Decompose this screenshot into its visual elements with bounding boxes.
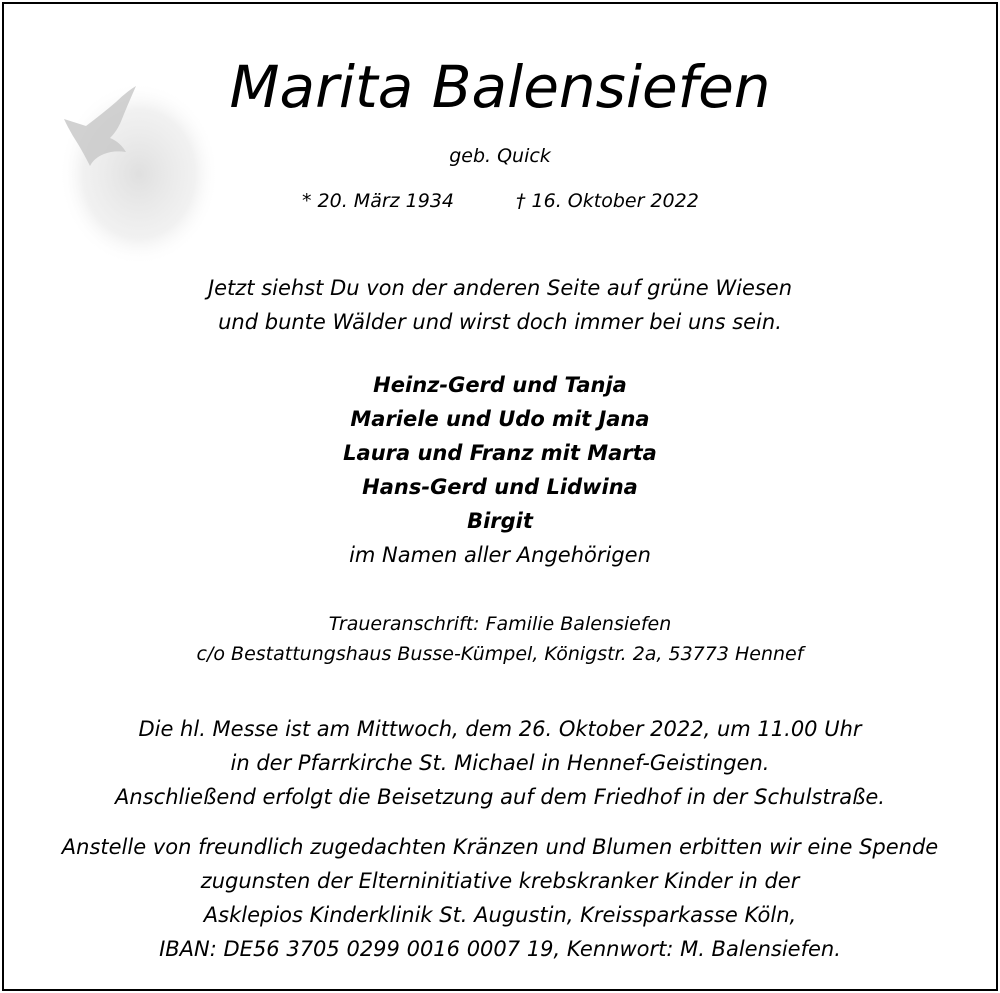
mass-line: Die hl. Messe ist am Mittwoch, dem 26. Oktober 2022, um 11.00 Uhr <box>138 717 862 741</box>
mourner-line: Heinz-Gerd und Tanja <box>373 373 627 397</box>
verse-line: Jetzt siehst Du von der anderen Seite auf grüne Wiesen <box>207 276 793 300</box>
mourner-line: Laura und Franz mit Marta <box>343 441 657 465</box>
mass-line: Anschließend erfolgt die Beisetzung auf dem Friedhof in der Schulstraße. <box>115 785 885 809</box>
death-date: † 16. Oktober 2022 <box>516 190 699 212</box>
deceased-name: Marita Balensiefen <box>229 53 771 121</box>
address-line: Traueranschrift: Familie Balensiefen <box>328 613 672 635</box>
mourners-note: im Namen aller Angehörigen <box>349 543 651 567</box>
birth-date: * 20. März 1934 <box>302 190 455 212</box>
maiden-name: geb. Quick <box>449 145 551 167</box>
mourner-line: Birgit <box>467 509 533 533</box>
address-line: c/o Bestattungshaus Busse-Kümpel, Königstr. 2a, 53773 Hennef <box>196 643 804 665</box>
donation-line: zugunsten der Elterninitiative krebskranker Kinder in der <box>200 869 800 893</box>
mourner-line: Mariele und Udo mit Jana <box>350 407 650 431</box>
mourner-line: Hans-Gerd und Lidwina <box>362 475 638 499</box>
obituary-frame <box>2 2 998 991</box>
donation-line: IBAN: DE56 3705 0299 0016 0007 19, Kennwort: M. Balensiefen. <box>159 937 841 961</box>
donation-line: Anstelle von freundlich zugedachten Kränzen und Blumen erbitten wir eine Spende <box>61 835 939 859</box>
mass-line: in der Pfarrkirche St. Michael in Hennef-Geistingen. <box>230 751 770 775</box>
donation-line: Asklepios Kinderklinik St. Augustin, Kreissparkasse Köln, <box>203 903 797 927</box>
verse-line: und bunte Wälder und wirst doch immer bei uns sein. <box>218 310 782 334</box>
